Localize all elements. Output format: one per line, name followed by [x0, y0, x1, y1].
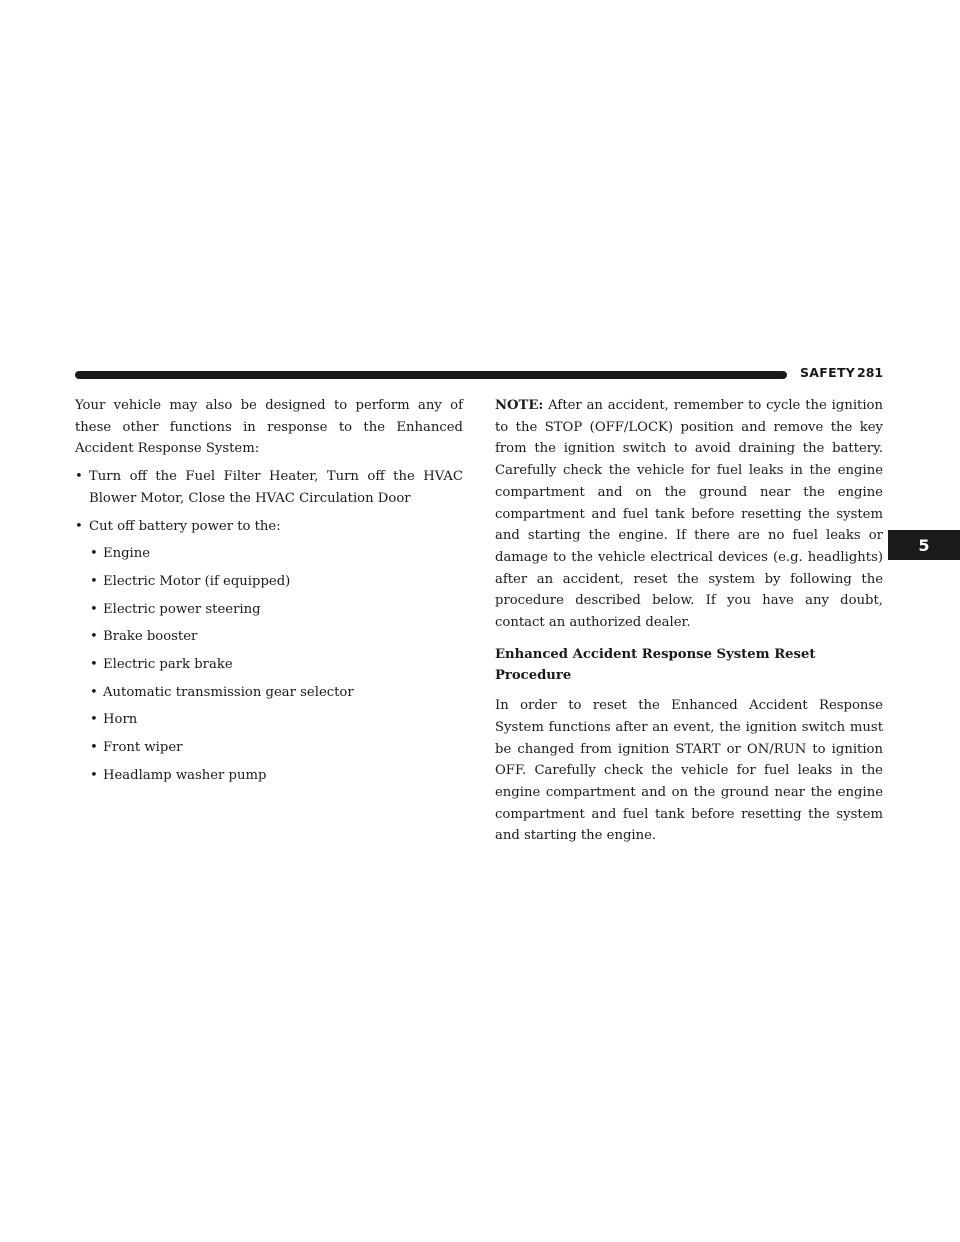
- sub-list-item: [75, 682, 463, 704]
- list-item-text: Turn off the Fuel Filter Heater, Turn off the HVAC Blower Motor, Close the HVAC Circulation Door: [89, 469, 463, 506]
- bullet-icon: •: [75, 518, 83, 534]
- sub-list-item: [75, 765, 463, 787]
- sub-list-item: [75, 654, 463, 676]
- sub-list-item: [75, 737, 463, 759]
- page-number: 281: [857, 365, 884, 380]
- sub-list-item-text: Front wiper: [103, 740, 183, 756]
- bullet-icon: •: [90, 684, 98, 700]
- sub-list-item-text: Brake booster: [103, 629, 198, 645]
- sub-list-item: [75, 571, 463, 593]
- sub-list-item-text: Engine: [103, 546, 151, 562]
- sub-list-item-text: Electric park brake: [103, 657, 233, 673]
- note-label: NOTE:: [495, 398, 544, 413]
- sub-list-item-text: Electric Motor (if equipped): [103, 573, 291, 589]
- sub-list-item-text: Horn: [103, 712, 138, 728]
- bullet-icon: •: [90, 712, 98, 728]
- sub-list-item: [75, 709, 463, 731]
- bullet-icon: •: [90, 601, 98, 617]
- sub-list-item-text: Electric power steering: [103, 601, 261, 617]
- bullet-icon: •: [75, 469, 83, 485]
- sub-list-item: [75, 599, 463, 621]
- list-item: [75, 466, 463, 509]
- body-paragraph: In order to reset the Enhanced Accident Response System functions after an event, the ignition switch must be changed from ignition START or ON/RUN to ignition OFF. Carefully check the vehicle for fuel leaks in the engine compartment and on the ground near the engine compartment and fuel tank before resetting the system and starting the engine.: [495, 698, 883, 844]
- list-item-text: Cut off battery power to the:: [89, 518, 281, 534]
- sub-list-item: [75, 543, 463, 565]
- bullet-icon: •: [90, 740, 98, 756]
- intro-paragraph: Your vehicle may also be designed to perform any of these other functions in response to the Enhanced Accident Response System:: [75, 398, 463, 457]
- bullet-icon: •: [90, 573, 98, 589]
- sub-list-item: [75, 626, 463, 648]
- note-text: After an accident, remember to cycle the ignition to the STOP (OFF/LOCK) position and remove the key from the ignition switch to avoid draining the battery. Carefully check the vehicle for fuel leaks in the engine compartment and on the ground near the engine compartment and fuel tank before resetting the system and starting the engine. If there are no fuel leaks or damage to the vehicle electrical devices (e.g. headlights) after an accident, reset the system by following the procedure described below. If you have any doubt, contact an authorized dealer.: [495, 398, 883, 631]
- header-rule: [75, 371, 787, 379]
- section-heading: Enhanced Accident Response System Reset Procedure: [495, 646, 816, 684]
- chapter-tab: 5: [888, 530, 960, 560]
- list-item: [75, 516, 463, 538]
- sub-list-item-text: Headlamp washer pump: [103, 767, 267, 783]
- bullet-icon: •: [90, 546, 98, 562]
- bullet-icon: •: [90, 657, 98, 673]
- note-paragraph: [495, 395, 883, 634]
- section-title: SAFETY: [800, 365, 856, 380]
- bullet-icon: •: [90, 629, 98, 645]
- right-column: [495, 395, 883, 847]
- bullet-icon: •: [90, 767, 98, 783]
- left-column: [75, 395, 463, 787]
- sub-list-item-text: Automatic transmission gear selector: [103, 684, 354, 700]
